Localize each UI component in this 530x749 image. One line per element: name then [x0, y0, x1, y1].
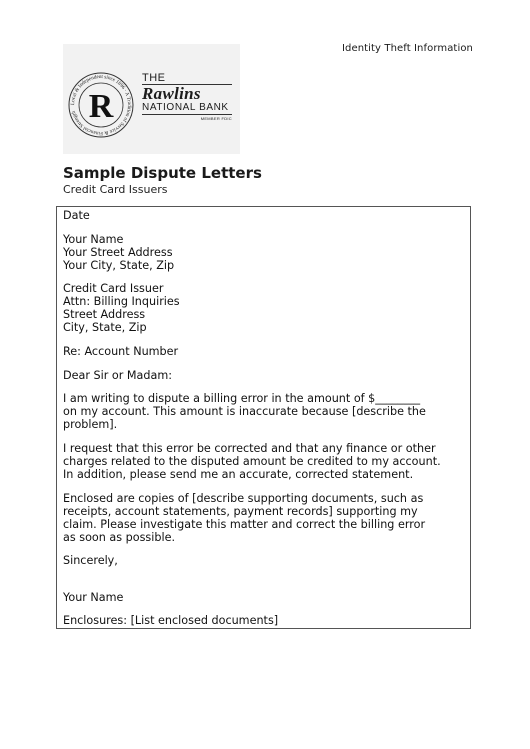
logo-bank: NATIONAL BANK — [142, 102, 232, 115]
letter-closing: Sincerely, — [63, 554, 118, 567]
letter-re: Re: Account Number — [63, 345, 179, 358]
seal-letter: R — [88, 88, 114, 125]
logo-name: Rawlins — [142, 84, 201, 103]
seal-text: Local & Independent since 1896 · A Tradition of Service & Financial Strength — [69, 73, 133, 137]
bank-logo — [63, 44, 240, 154]
letter-date: Date — [63, 209, 90, 222]
header-note: Identity Theft Information — [341, 43, 473, 54]
letter-sender: Your Name Your Street Address Your City, State, Zip — [63, 233, 175, 272]
page-title: Sample Dispute Letters — [63, 164, 262, 182]
letter-template — [56, 206, 471, 629]
letter-salutation: Dear Sir or Madam: — [63, 369, 173, 382]
letter-signature: Your Name — [63, 591, 124, 604]
page-subtitle: Credit Card Issuers — [63, 183, 168, 196]
bank-seal-icon — [67, 71, 135, 139]
letter-paragraph-1: I am writing to dispute a billing error in the amount of $________ on my account. This amount is inaccurate because [describe the problem]. — [63, 392, 426, 431]
letter-recipient: Credit Card Issuer Attn: Billing Inquiries Street Address City, State, Zip — [63, 282, 180, 334]
logo-the: THE — [142, 73, 232, 85]
logo-wordmark — [142, 73, 238, 121]
logo-member: MEMBER FDIC — [200, 116, 232, 121]
letter-enclosures: Enclosures: [List enclosed documents] — [63, 614, 279, 627]
letter-paragraph-3: Enclosed are copies of [describe supporting documents, such as receipts, account statements, payment records] supporting my claim. Please investigate this matter and correct the billing error as soon as possible. — [63, 492, 426, 544]
letter-paragraph-2: I request that this error be corrected and that any finance or other charges related to the disputed amount be credited to my account. In addition, please send me an accurate, corrected statement. — [63, 442, 441, 481]
